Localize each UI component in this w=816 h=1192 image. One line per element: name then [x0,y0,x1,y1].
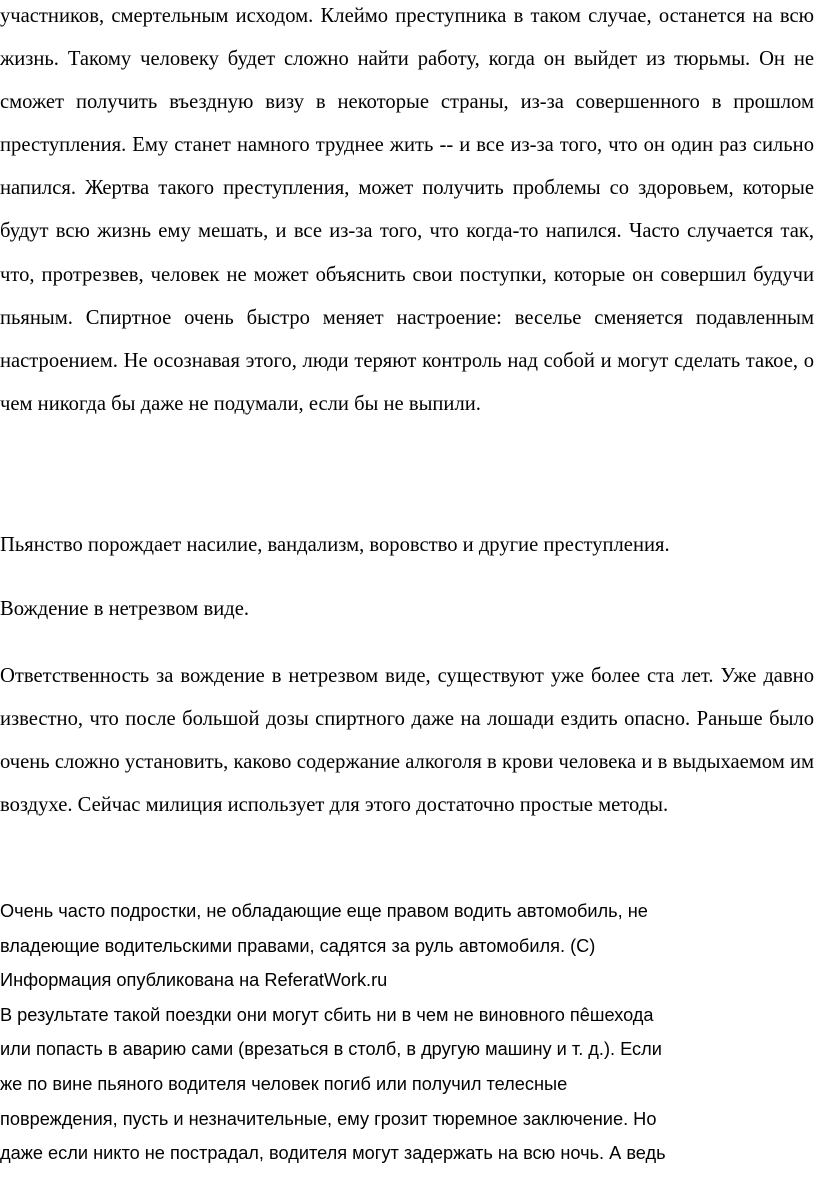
text-line: Очень часто подростки, не обладающие еще правом водить автомобиль, не [0,901,648,921]
paragraph-drunk-driving-responsibility: Ответственность за вождение в нетрезвом виде, существуют уже более ста лет. Уже давно известно, что после большой дозы спиртного даже на лошади ездить опасно. Раньше было очень сложно установить, каково содержание алкоголя в крови человека и в выдыхаемом им воздухе. Сейчас милиция использует для этого достаточно простые методы. [0,665,814,817]
text-line: же по вине пьяного водителя человек погиб или получил телесные [0,1073,568,1094]
text-line: В результате такой поездки они могут сбить ни в чем не виновного пêшехода [0,1004,654,1025]
text-line: владеющие водительскими правами, садятся за руль автомобиля. (C) [0,935,596,956]
paragraph-drunkenness-crimes: Пьянство порождает насилие, вандализм, воровство и другие преступления. [0,534,670,556]
text-line: или попасть в аварию сами (врезаться в столб, в другую машину и т. д.). Если [0,1039,662,1060]
paragraph-criminal-consequences: участников, смертельным исходом. Клеймо преступника в таком случае, останется на всю жизнь. Такому человеку будет сложно найти работу, когда он выйдет из тюрьмы. Он не сможет получить въездную визу в некоторые страны, из-за совершенного в прошлом преступления. Ему станет намного труднее жить -- и все из-за того, что он один раз сильно напился. Жертва такого преступления, может получить проблемы со здоровьем, которые будут всю жизнь ему мешать, и все из-за того, что когда-то напился. Часто случается так, что, протрезвев, человек не может объяснить свои поступки, которые он совершил будучи пьяным. Спиртное очень быстро меняет настроение: веселье сменяется подавленным настроением. Не осознавая этого, люди теряют контроль над собой и могут сделать такое, о чем никогда бы даже не подумали, если бы не выпили. [0,5,814,415]
source-notice-line: Информация опубликована на ReferatWork.ru [0,970,388,991]
paragraph-teen-drivers [0,894,816,1171]
section-heading-drunk-driving: Вождение в нетрезвом виде. [0,598,249,620]
text-line: даже если никто не пострадал, водителя могут задержать на всю ночь. А ведь [0,1143,666,1164]
text-line: повреждения, пусть и незначительные, ему грозит тюремное заключение. Но [0,1108,657,1129]
